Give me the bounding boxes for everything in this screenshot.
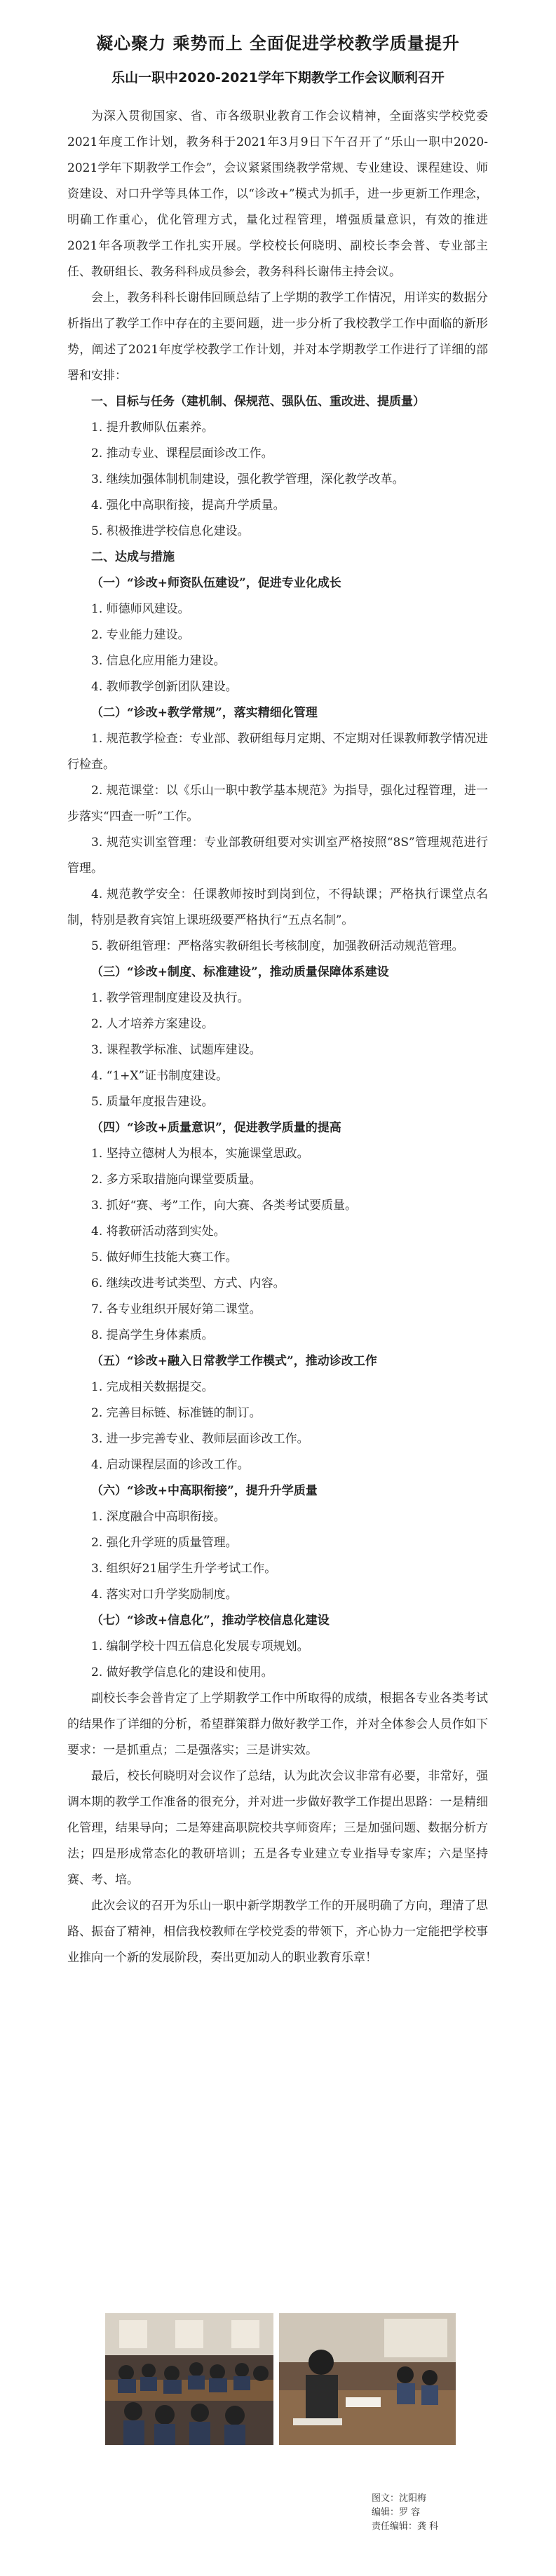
group-heading: （四）“诊改+质量意识”，促进教学质量的提高 xyxy=(91,1121,341,1135)
list-item: 1. 深度融合中高职衔接。 xyxy=(91,1510,226,1524)
group-heading: （三）“诊改+制度、标准建设”，推动质量保障体系建设 xyxy=(91,965,389,979)
list-item: 3. 继续加强体制机制建设，强化教学管理，深化教学改革。 xyxy=(91,472,405,486)
list-item: 1. 完成相关数据提交。 xyxy=(91,1380,214,1394)
list-item: 1. 师德师风建设。 xyxy=(91,602,190,616)
list-item: 4. 规范教学安全：任课教师按时到岗到位，不得缺课；严格执行课堂点名制，特别是教育宾馆上课班级要严格执行“五点名制”。 xyxy=(67,887,488,927)
list-item: 2. 人才培养方案建设。 xyxy=(91,1017,214,1031)
article-body xyxy=(67,104,488,1971)
list-item: 5. 做好师生技能大赛工作。 xyxy=(91,1250,238,1265)
list-item: 3. 信息化应用能力建设。 xyxy=(91,654,226,668)
list-item: 4. 将教研活动落到实处。 xyxy=(91,1225,226,1239)
list-item: 7. 各专业组织开展好第二课堂。 xyxy=(91,1302,262,1316)
credit-chief-editor: 责任编辑：龚 科 xyxy=(372,2521,439,2532)
article-subtitle: 乐山一职中2020-2021学年下期教学工作会议顺利召开 xyxy=(111,70,445,86)
list-item: 1. 坚持立德树人为根本，实施课堂思政。 xyxy=(91,1147,309,1161)
group-heading: （六）“诊改+中高职衔接”，提升升学质量 xyxy=(91,1484,318,1498)
section-1-title: 一、目标与任务（建机制、保规范、强队伍、重改进、提质量） xyxy=(91,395,425,409)
list-item: 3. 规范实训室管理：专业部教研组要对实训室严格按照“8S”管理规范进行管理。 xyxy=(67,836,488,875)
list-item: 4. 启动课程层面的诊改工作。 xyxy=(91,1458,250,1472)
list-item: 2. 多方采取措施向课堂要质量。 xyxy=(91,1173,262,1187)
list-item: 1. 规范教学检查：专业部、教研组每月定期、不定期对任课教师教学情况进行检查。 xyxy=(67,732,488,772)
list-item: 8. 提高学生身体素质。 xyxy=(91,1328,214,1342)
list-item: 2. 做好教学信息化的建设和使用。 xyxy=(91,1665,273,1679)
list-item: 5. 教研组管理：严格落实教研组长考核制度，加强教研活动规范管理。 xyxy=(91,939,464,953)
list-item: 4. “1+X”证书制度建设。 xyxy=(91,1069,229,1083)
list-item: 2. 规范课堂：以《乐山一职中教学基本规范》为指导，强化过程管理，进一步落实“四查一听”工作。 xyxy=(67,784,488,824)
credits-block xyxy=(372,2492,512,2534)
list-item: 1. 编制学校十四五信息化发展专项规划。 xyxy=(91,1640,309,1654)
photo-strip xyxy=(105,2313,456,2445)
list-item: 2. 专业能力建设。 xyxy=(91,628,190,642)
group-heading: （一）“诊改+师资队伍建设”，促进专业化成长 xyxy=(91,576,341,590)
list-item: 4. 落实对口升学奖励制度。 xyxy=(91,1588,238,1602)
list-item: 2. 推动专业、课程层面诊改工作。 xyxy=(91,447,273,461)
group-heading: （七）“诊改+信息化”，推动学校信息化建设 xyxy=(91,1614,330,1628)
list-item: 5. 质量年度报告建设。 xyxy=(91,1095,214,1109)
intro-paragraph-2: 会上，教务科科长谢伟回顾总结了上学期的教学工作情况，用详实的数据分析指出了教学工作中存在的主要问题，进一步分析了我校教学工作中面临的新形势，阐述了2021年度学校教学工作计划，并对本学期教学工作进行了详细的部署和安排： xyxy=(67,291,488,383)
closing-paragraph-2: 最后，校长何晓明对会议作了总结，认为此次会议非常有必要，非常好，强调本期的教学工作准备的很充分，并对进一步做好教学工作提出思路：一是精细化管理，结果导向；二是筹建高职院校共享师资库；三是加强问题、数据分析方法；四是形成常态化的教研培训；五是各专业建立专业指导专家库；六是坚持赛、考、培。 xyxy=(67,1769,488,1887)
list-item: 2. 强化升学班的质量管理。 xyxy=(91,1536,238,1550)
credit-editor: 编辑：罗 容 xyxy=(372,2507,421,2518)
list-item: 1. 提升教师队伍素养。 xyxy=(91,421,214,435)
closing-paragraph-1: 副校长李会普肯定了上学期教学工作中所取得的成绩，根据各专业各类考试的结果作了详细的分析，希望群策群力做好教学工作，并对全体参会人员作如下要求：一是抓重点；二是强落实；三是讲实效。 xyxy=(67,1691,488,1757)
intro-paragraph-1: 为深入贯彻国家、省、市各级职业教育工作会议精神，全面落实学校党委2021年度工作计划，教务科于2021年3月9日下午召开了“乐山一职中2020-2021学年下期教学工作会”，会议紧紧围绕教学常规、专业建设、课程建设、师资建设、对口升学等具体工作，以“诊改+”模式为抓手，进一步更新工作理念，明确工作重心，优化管理方式，量化过程管理，增强质量意识，有效的推进2021年各项教学工作扎实开展。学校校长何晓明、副校长李会普、专业部主任、教研组长、教务科科成员参会，教务科科长谢伟主持会议。 xyxy=(67,109,488,279)
list-item: 1. 教学管理制度建设及执行。 xyxy=(91,991,250,1005)
list-item: 3. 课程教学标准、试题库建设。 xyxy=(91,1043,262,1057)
meeting-photo-2 xyxy=(279,2313,456,2445)
credit-photo-text: 图文：沈阳梅 xyxy=(372,2493,427,2504)
group-heading: （五）“诊改+融入日常教学工作模式”，推动诊改工作 xyxy=(91,1354,377,1368)
list-item: 5. 积极推进学校信息化建设。 xyxy=(91,524,250,538)
list-item: 3. 组织好21届学生升学考试工作。 xyxy=(91,1562,277,1576)
list-item: 4. 教师教学创新团队建设。 xyxy=(91,680,238,694)
list-item: 3. 抓好“赛、考”工作，向大赛、各类考试要质量。 xyxy=(91,1199,358,1213)
closing-paragraph-3: 此次会议的召开为乐山一职中新学期教学工作的开展明确了方向，理清了思路、振奋了精神，相信我校教师在学校党委的带领下，齐心协力一定能把学校事业推向一个新的发展阶段，奏出更加动人的职业教育乐章！ xyxy=(67,1899,488,1965)
list-item: 6. 继续改进考试类型、方式、内容。 xyxy=(91,1276,285,1290)
list-item: 3. 进一步完善专业、教师层面诊改工作。 xyxy=(91,1432,309,1446)
meeting-photo-1 xyxy=(105,2313,273,2445)
section-2-title: 二、达成与措施 xyxy=(91,550,175,564)
list-item: 2. 完善目标链、标准链的制订。 xyxy=(91,1406,262,1420)
list-item: 4. 强化中高职衔接，提高升学质量。 xyxy=(91,498,285,512)
group-heading: （二）“诊改+教学常规”，落实精细化管理 xyxy=(91,706,318,720)
article-title: 凝心聚力 乘势而上 全面促进学校教学质量提升 xyxy=(96,34,460,53)
